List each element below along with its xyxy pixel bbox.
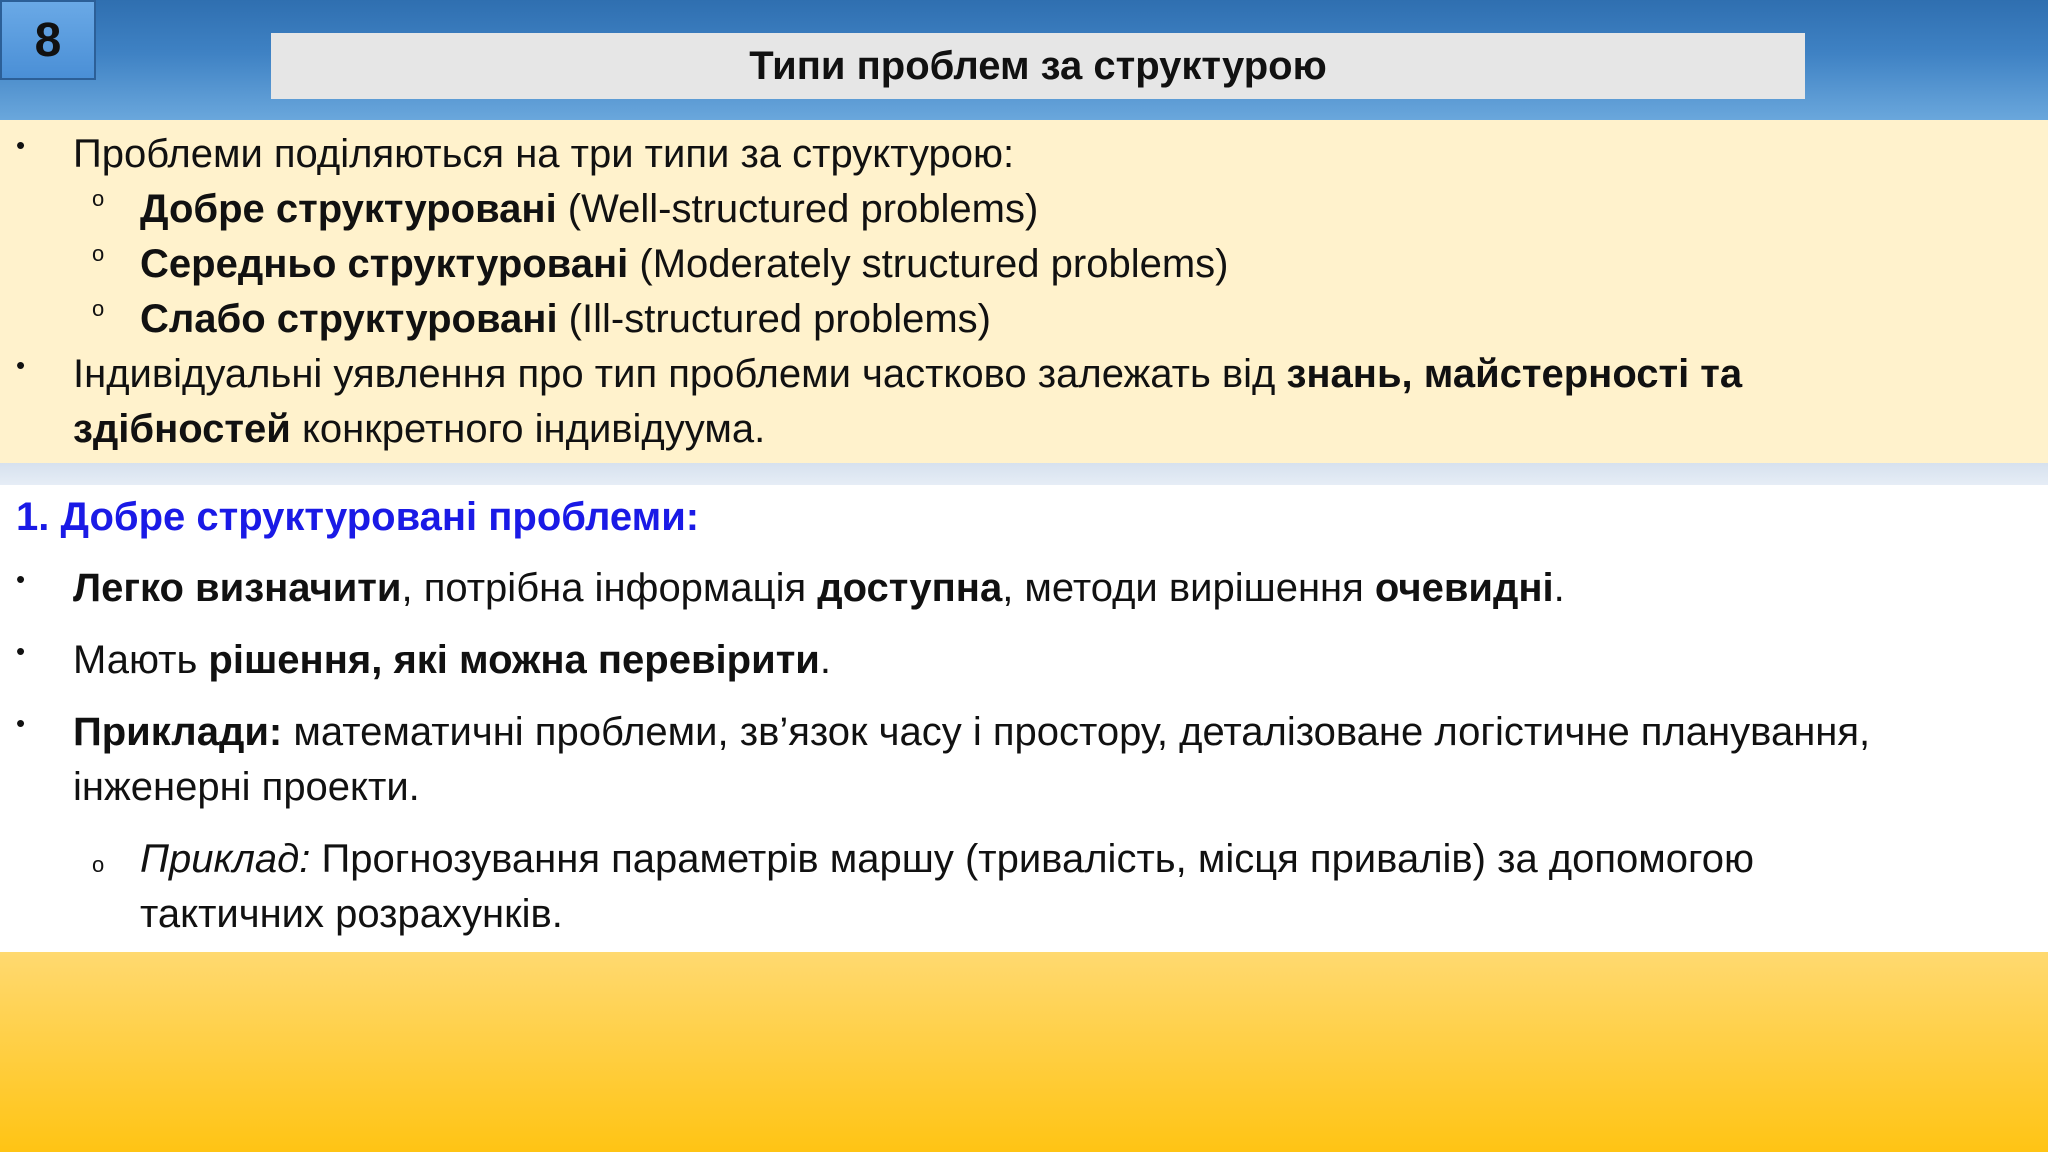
point-3-text-2: інженерні проекти. bbox=[73, 765, 420, 809]
type-item-1-english: (Well-structured problems) bbox=[556, 187, 1039, 231]
point-1-text-1: , потрібна інформація bbox=[401, 566, 818, 610]
divider bbox=[0, 463, 2048, 485]
sub-bullet-marker: o bbox=[92, 186, 105, 211]
bullet-marker: • bbox=[16, 708, 26, 738]
point-1-text-2: , методи вирішення bbox=[1002, 566, 1375, 610]
point-3-line-2 bbox=[73, 760, 420, 815]
point-1-bold-2: доступна bbox=[817, 566, 1003, 610]
example-label: Приклад: bbox=[140, 837, 311, 881]
type-item-3-name: Слабо структуровані bbox=[140, 297, 558, 341]
type-item-2-name: Середньо структуровані bbox=[140, 242, 629, 286]
type-item-1 bbox=[140, 182, 1038, 237]
point-1-bold-3: очевидні bbox=[1374, 566, 1554, 610]
point-3-text-1: математичні проблеми, зв’язок часу і простору, деталізоване логістичне планування, bbox=[282, 710, 1871, 754]
intro-bullet-2-text-cont: конкретного індивідуума. bbox=[290, 407, 766, 451]
intro-bullet-2-line-2 bbox=[73, 402, 765, 457]
point-1-bold-1: Легко визначити bbox=[73, 566, 402, 610]
intro-bullet-1-text: Проблеми поділяються на три типи за структурою: bbox=[73, 132, 1015, 176]
type-item-2 bbox=[140, 237, 1228, 292]
example-text-2: тактичних розрахунків. bbox=[140, 892, 563, 936]
footer-band bbox=[0, 952, 2048, 1152]
intro-bullet-2-text: Індивідуальні уявлення про тип проблеми частково залежать від bbox=[73, 352, 1287, 396]
sub-bullet-marker: o bbox=[92, 852, 105, 877]
example-text-1: Прогнозування параметрів маршу (тривалість, місця привалів) за допомогою bbox=[310, 837, 1755, 881]
point-1 bbox=[73, 561, 1565, 616]
type-item-1-name: Добре структуровані bbox=[140, 187, 557, 231]
example-line-2 bbox=[140, 887, 563, 942]
intro-bullet-2-bold-cont: здібностей bbox=[73, 407, 291, 451]
bullet-marker: • bbox=[16, 564, 26, 594]
slide-number: 8 bbox=[0, 0, 96, 80]
point-2 bbox=[73, 633, 831, 688]
point-2-bold: рішення, які можна перевірити bbox=[208, 638, 820, 682]
type-item-2-english: (Moderately structured problems) bbox=[628, 242, 1229, 286]
type-item-3 bbox=[140, 292, 991, 347]
intro-bullet-1 bbox=[73, 127, 1014, 182]
type-item-3-english: (Ill-structured problems) bbox=[557, 297, 991, 341]
bullet-marker: • bbox=[16, 350, 26, 380]
point-3-line-1 bbox=[73, 705, 1870, 760]
sub-bullet-marker: o bbox=[92, 241, 105, 266]
point-2-text-2: . bbox=[819, 638, 831, 682]
section-heading: 1. Добре структуровані проблеми: bbox=[16, 495, 700, 539]
sub-bullet-marker: o bbox=[92, 296, 105, 321]
slide-title: Типи проблем за структурою bbox=[271, 33, 1805, 99]
example-line-1 bbox=[140, 832, 1754, 887]
point-2-text-1: Мають bbox=[73, 638, 209, 682]
bullet-marker: • bbox=[16, 636, 26, 666]
bullet-marker: • bbox=[16, 130, 26, 160]
intro-bullet-2-line-1 bbox=[73, 347, 1742, 402]
point-1-text-3: . bbox=[1553, 566, 1565, 610]
intro-bullet-2-bold: знань, майстерності та bbox=[1286, 352, 1743, 396]
point-3-bold: Приклади: bbox=[73, 710, 283, 754]
